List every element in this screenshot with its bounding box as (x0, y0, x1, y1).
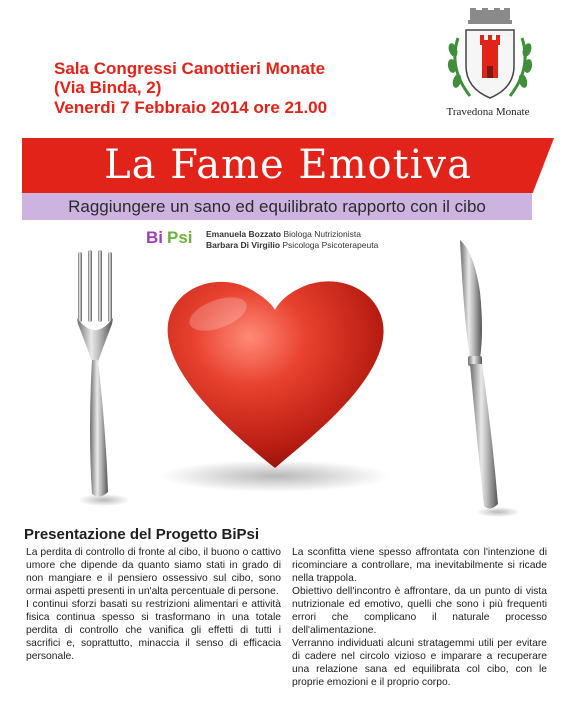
paragraph: Verranno individuati alcuni stratagemmi utili per evitare di cadere nel circolo vizioso e imparare a recuperare una relazione sana ed equilibrata col cibo, con le proprie emozioni e il proprio corpo. (292, 638, 547, 688)
fork-icon (77, 250, 130, 506)
paragraph: Obiettivo dell'incontro è affrontare, da un punto di vista nutrizionale ed emotivo, quelli che sono i più frequenti errori che complicano il naturale processo dell'alimentazione. (292, 586, 547, 636)
venue-name: Sala Congressi Canottieri Monate (54, 59, 326, 78)
section-title: Presentazione del Progetto BiPsi (24, 526, 260, 543)
logo-psi: Psi (167, 228, 193, 247)
crown-icon (468, 8, 512, 24)
speaker-2-role: Psicologa Psicoterapeuta (282, 240, 379, 250)
paragraph: I continui sforzi basati su restrizioni alimentari e attività fisica continua spesso si trasformano in una totale perdita di controllo che vanifica gli effetti di tutti i sacrifici e, soprattutto, minaccia il senso di efficacia personale. (26, 599, 281, 662)
speaker-1-role: Biologa Nutrizionista (283, 229, 361, 239)
knife-icon (460, 240, 520, 517)
speaker-2 (206, 240, 378, 251)
municipal-crest-icon (440, 8, 540, 108)
paragraph: La perdita di controllo di fronte al cibo, il buono o cattivo umore che dipende da quanto siamo stati in grado di non mangiare e il pensiero ossessivo sul cibo, sono ormai aspetti presenti in un'alta percentuale di persone. (26, 547, 281, 597)
paragraph: La sconfitta viene spesso affrontata con l'intenzione di ricominciare a controllare, ma inevitabilmente si ricade nella trappola. (292, 547, 547, 584)
left-column (26, 546, 281, 663)
venue-address: (Via Binda, 2) (54, 78, 162, 97)
event-title: La Fame Emotiva (104, 142, 472, 188)
speaker-2-name: Barbara Di Virgilio (206, 240, 281, 250)
logo-bi: Bi (146, 228, 163, 247)
heart-icon (160, 281, 390, 492)
hero-illustration (40, 232, 560, 522)
venue (54, 59, 414, 97)
event-date: Venerdì 7 Febbraio 2014 ore 21.00 (54, 98, 328, 117)
crest-label: Travedona Monate (446, 106, 530, 118)
speaker-1-name: Emanuela Bozzato (206, 229, 282, 239)
speaker-1 (206, 229, 378, 240)
speaker-credits (206, 229, 378, 251)
right-column (292, 546, 547, 689)
event-subtitle: Raggiungere un sano ed equilibrato rapporto con il cibo (68, 197, 486, 216)
bipsi-logo (146, 228, 193, 248)
